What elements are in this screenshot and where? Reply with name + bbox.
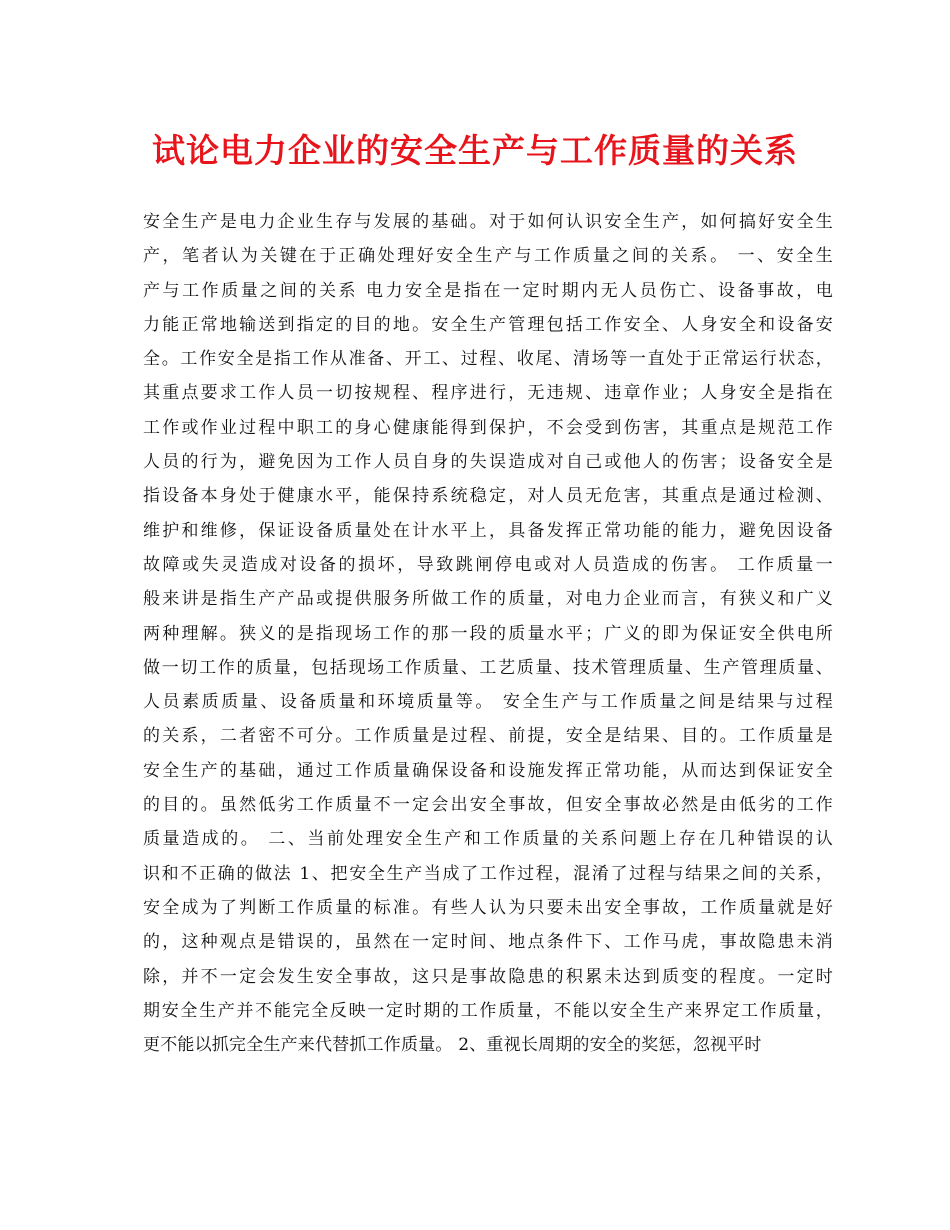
body-line: 质量造成的。 二、当前处理安全生产和工作质量的关系问题上存在几种错误的认 — [143, 829, 833, 850]
body-line: 安全生产是电力企业生存与发展的基础。对于如何认识安全生产，如何搞好安全生 — [143, 212, 833, 232]
body-line: 的，这种观点是错误的，虽然在一定时间、地点条件下、工作马虎，事故隐患未消 — [143, 932, 833, 953]
body-line: 其重点要求工作人员一切按规程、程序进行，无违规、违章作业；人身安全是指在 — [143, 383, 833, 404]
body-line: 更不能以抓完全生产来代替抓工作质量。 2、重视长周期的安全的奖惩，忽视平时 — [143, 1035, 762, 1056]
document-body — [143, 205, 833, 1062]
body-line: 做一切工作的质量，包括现场工作质量、工艺质量、技术管理质量、生产管理质量、 — [143, 657, 833, 678]
body-line: 两种理解。狭义的是指现场工作的那一段的质量水平；广义的即为保证安全供电所 — [143, 623, 833, 644]
body-line: 产，笔者认为关键在于正确处理好安全生产与工作质量之间的关系。 一、安全生 — [143, 246, 833, 267]
body-line: 工作或作业过程中职工的身心健康能得到保护，不会受到伤害，其重点是规范工作 — [143, 417, 833, 438]
body-line: 产与工作质量之间的关系 电力安全是指在一定时期内无人员伤亡、设备事故，电 — [143, 280, 833, 301]
document-title: 试论电力企业的安全生产与工作质量的关系 — [152, 131, 798, 170]
body-line: 的关系，二者密不可分。工作质量是过程、前提，安全是结果、目的。工作质量是 — [143, 726, 833, 747]
body-line: 维护和维修，保证设备质量处在计水平上，具备发挥正常功能的能力，避免因设备 — [143, 520, 833, 541]
body-line: 指设备本身处于健康水平，能保持系统稳定，对人员无危害，其重点是通过检测、 — [143, 486, 833, 507]
body-line: 全。工作安全是指工作从准备、开工、过程、收尾、清场等一直处于正常运行状态， — [143, 349, 833, 370]
body-line: 期安全生产并不能完全反映一定时期的工作质量，不能以安全生产来界定工作质量， — [143, 1000, 833, 1021]
body-line: 人员素质质量、设备质量和环境质量等。 安全生产与工作质量之间是结果与过程 — [143, 692, 833, 713]
body-line: 的目的。虽然低劣工作质量不一定会出安全事故，但安全事故必然是由低劣的工作 — [143, 795, 833, 816]
body-line: 安全生产的基础，通过工作质量确保设备和设施发挥正常功能，从而达到保证安全 — [143, 760, 833, 781]
body-line: 力能正常地输送到指定的目的地。安全生产管理包括工作安全、人身安全和设备安 — [143, 314, 833, 335]
body-line: 人员的行为，避免因为工作人员自身的失误造成对自己或他人的伤害；设备安全是 — [143, 452, 833, 473]
body-line: 安全成为了判断工作质量的标准。有些人认为只要未出安全事故，工作质量就是好 — [143, 897, 833, 918]
body-line: 故障或失灵造成对设备的损坏，导致跳闸停电或对人员造成的伤害。 工作质量一 — [143, 554, 833, 575]
body-line: 识和不正确的做法 1、把安全生产当成了工作过程，混淆了过程与结果之间的关系， — [143, 863, 833, 884]
body-line: 除，并不一定会发生安全事故，这只是事故隐患的积累未达到质变的程度。一定时 — [143, 966, 833, 987]
body-line: 般来讲是指生产产品或提供服务所做工作的质量，对电力企业而言，有狭义和广义 — [143, 589, 833, 610]
